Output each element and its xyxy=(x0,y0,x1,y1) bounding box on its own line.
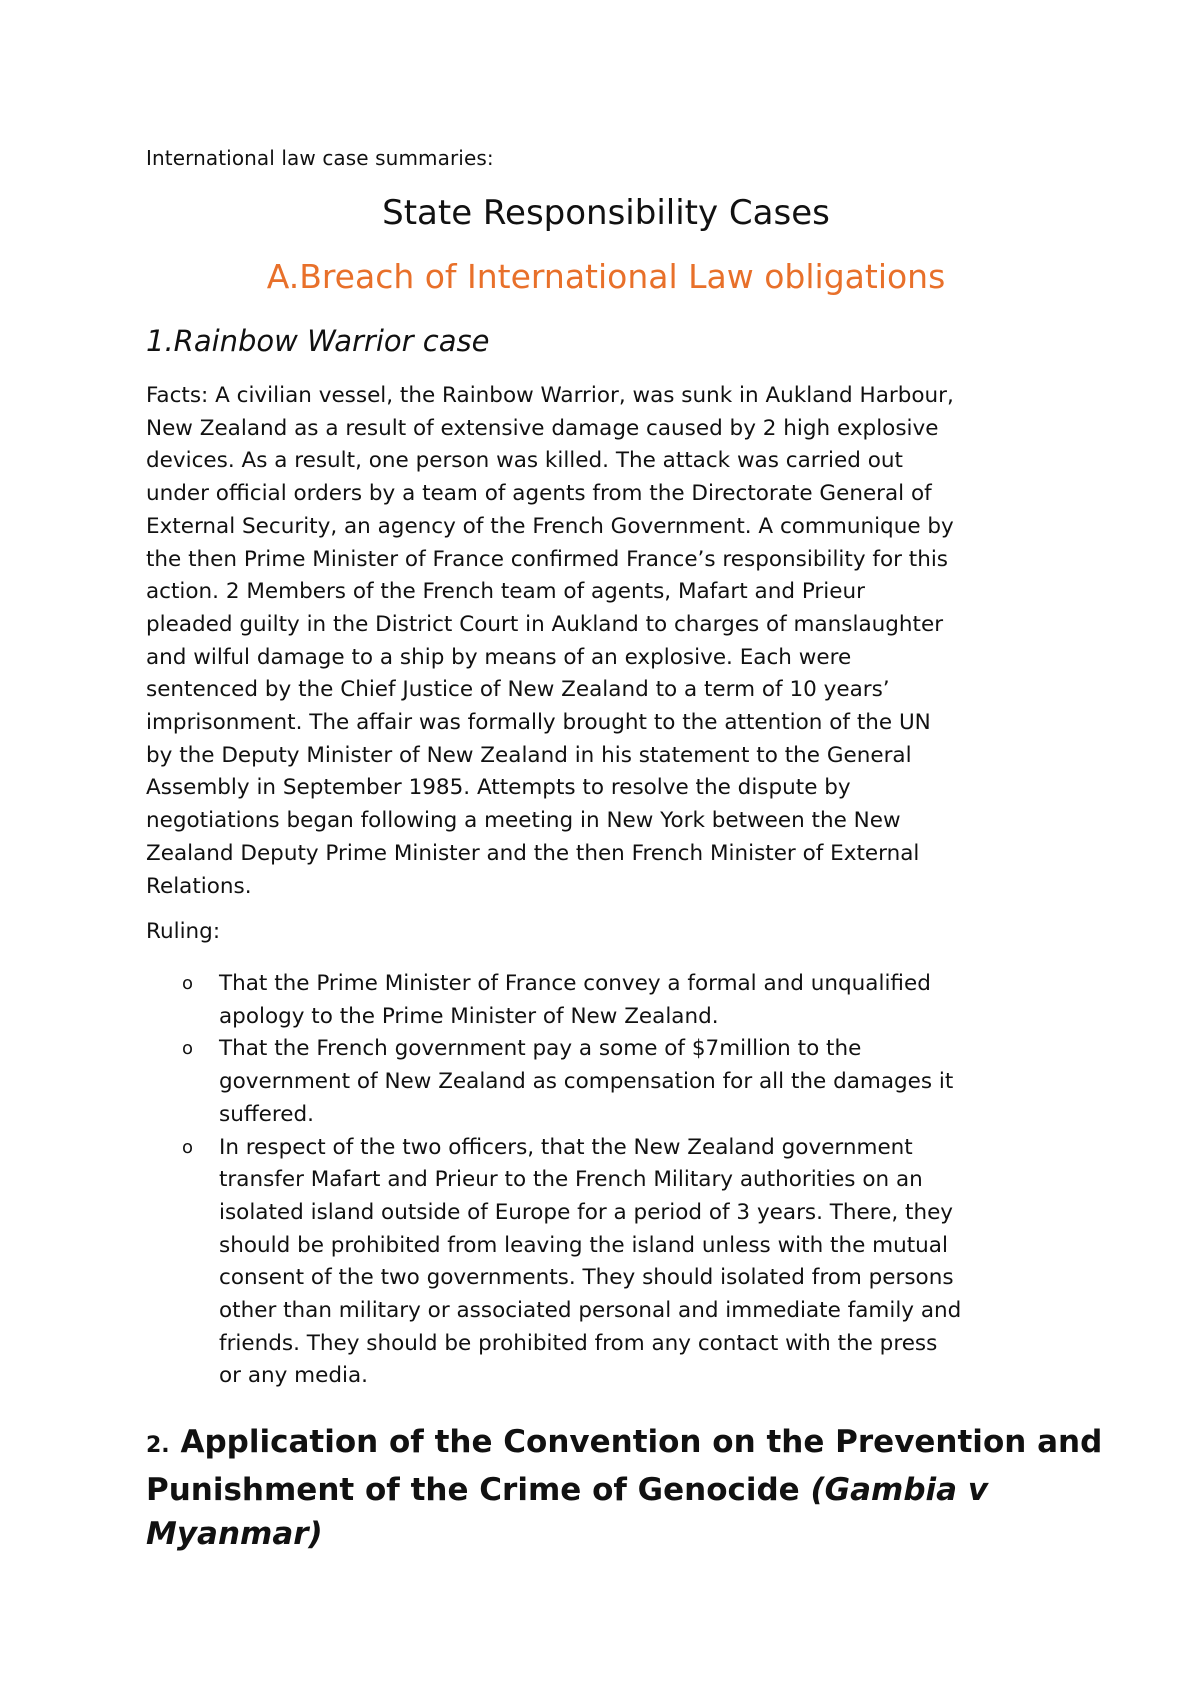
case2-heading-line xyxy=(146,1420,1103,1468)
case2-parties-part2: Myanmar) xyxy=(146,1516,323,1552)
case2-number: 2. xyxy=(146,1433,170,1458)
ruling-line: friends. They should be prohibited from any contact with the press xyxy=(219,1330,938,1356)
ruling-line: consent of the two governments. They should isolated from persons xyxy=(219,1265,954,1291)
ruling-line: suffered. xyxy=(219,1101,314,1127)
facts-line: sentenced by the Chief Justice of New Zealand to a term of 10 years’ xyxy=(146,677,890,703)
ruling-line: transfer Mafart and Prieur to the French Military authorities on an xyxy=(219,1167,923,1193)
ruling-line: That the Prime Minister of France convey a formal and unqualified xyxy=(219,971,931,996)
hollow-circle-bullet-icon: o xyxy=(182,1038,194,1060)
case-heading-rainbow-warrior: 1.Rainbow Warrior case xyxy=(146,324,490,358)
facts-line: action. 2 Members of the French team of agents, Mafart and Prieur xyxy=(146,579,865,605)
ruling-list xyxy=(146,968,1066,1393)
facts-line: and wilful damage to a ship by means of an explosive. Each were xyxy=(146,644,852,670)
ruling-line: government of New Zealand as compensation for all the damages it xyxy=(219,1069,954,1095)
facts-line: by the Deputy Minister of New Zealand in his statement to the General xyxy=(146,742,912,768)
facts-paragraph xyxy=(146,380,1066,903)
ruling-line: isolated island outside of Europe for a period of 3 years. There, they xyxy=(219,1199,954,1225)
hollow-circle-bullet-icon: o xyxy=(182,1136,194,1158)
ruling-label: Ruling: xyxy=(146,919,221,944)
ruling-line: That the French government pay a some of $7million to the xyxy=(219,1036,862,1062)
ruling-line: apology to the Prime Minister of New Zealand. xyxy=(219,1003,719,1029)
facts-line: Zealand Deputy Prime Minister and the then French Minister of External xyxy=(146,840,920,866)
ruling-line: other than military or associated personal and immediate family and xyxy=(219,1298,962,1324)
facts-line: negotiations began following a meeting in New York between the New xyxy=(146,808,901,834)
facts-line: New Zealand as a result of extensive damage caused by 2 high explosive xyxy=(146,415,939,441)
ruling-item xyxy=(146,1132,1066,1394)
facts-line: the then Prime Minister of France confirmed France’s responsibility for this xyxy=(146,546,949,572)
case2-title-part1: Application of the Convention on the Prevention and xyxy=(169,1424,1103,1460)
case2-title-part2: Punishment of the Crime of Genocide xyxy=(146,1472,811,1508)
intro-line: International law case summaries: xyxy=(146,146,494,170)
facts-line: imprisonment. The affair was formally brought to the attention of the UN xyxy=(146,710,931,736)
ruling-item xyxy=(146,968,1066,1033)
case2-parties-part1: (Gambia v xyxy=(810,1472,989,1508)
facts-line: pleaded guilty in the District Court in Aukland to charges of manslaughter xyxy=(146,611,944,637)
facts-line: devices. As a result, one person was killed. The attack was carried out xyxy=(146,448,903,474)
document-title: State Responsibility Cases xyxy=(382,193,830,233)
facts-line: Assembly in September 1985. Attempts to resolve the dispute by xyxy=(146,775,851,801)
facts-line: under official orders by a team of agents from the Directorate General of xyxy=(146,481,932,507)
section-heading-breach: A.Breach of International Law obligations xyxy=(266,257,946,296)
facts-line: Facts: A civilian vessel, the Rainbow Warrior, was sunk in Aukland Harbour, xyxy=(146,383,954,408)
ruling-line: In respect of the two officers, that the New Zealand government xyxy=(219,1134,913,1160)
hollow-circle-bullet-icon: o xyxy=(182,973,194,994)
case-heading-gambia-v-myanmar xyxy=(146,1420,1103,1556)
ruling-line: should be prohibited from leaving the island unless with the mutual xyxy=(219,1232,948,1258)
facts-line: External Security, an agency of the French Government. A communique by xyxy=(146,513,954,539)
case2-heading-line xyxy=(146,1468,1066,1512)
ruling-item xyxy=(146,1033,1066,1131)
facts-line: Relations. xyxy=(146,873,252,899)
ruling-line: or any media. xyxy=(219,1363,368,1389)
